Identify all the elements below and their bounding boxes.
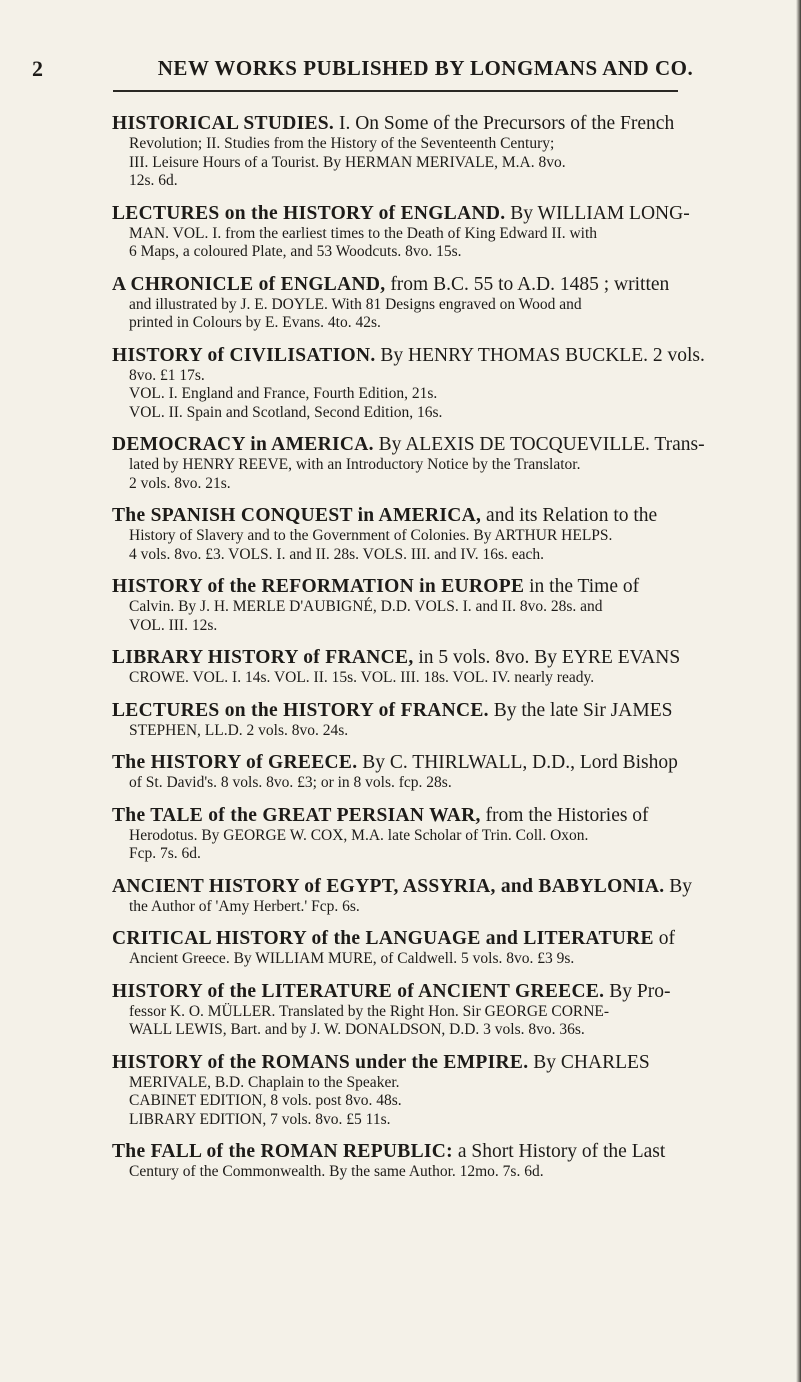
entry-line: LIBRARY EDITION, 7 vols. 8vo. £5 11s. bbox=[129, 1110, 391, 1128]
catalogue-entry bbox=[112, 1140, 777, 1182]
entry-heading: ANCIENT HISTORY of EGYPT, ASSYRIA, and BABYLONIA. bbox=[112, 875, 665, 897]
entry-line: Ancient Greece. By WILLIAM MURE, of Caldwell. 5 vols. 8vo. £3 9s. bbox=[129, 950, 575, 967]
entry-line: Century of the Commonwealth. By the same Author. 12mo. 7s. 6d. bbox=[129, 1163, 544, 1180]
entry-heading: HISTORY of the ROMANS under the EMPIRE. bbox=[112, 1051, 529, 1073]
entry-line: MERIVALE, B.D. Chaplain to the Speaker. bbox=[129, 1073, 400, 1091]
entry-heading-rest: a Short History of the Last bbox=[452, 1141, 666, 1162]
entry-heading: HISTORY of CIVILISATION. bbox=[112, 344, 376, 366]
entry-line: Calvin. By J. H. MERLE D'AUBIGNÉ, D.D. VOLS. I. and II. 8vo. 28s. and bbox=[129, 598, 603, 615]
entry-first-line bbox=[112, 875, 777, 898]
catalogue-entry bbox=[112, 980, 777, 1040]
entry-heading-rest: from the Histories of bbox=[480, 804, 649, 826]
entry-first-line bbox=[112, 804, 777, 827]
entry-heading: LECTURES on the HISTORY of FRANCE. bbox=[112, 699, 489, 721]
entry-line: the Author of 'Amy Herbert.' Fcp. 6s. bbox=[129, 897, 360, 915]
entry-heading-rest: By WILLIAM LONG- bbox=[505, 202, 690, 224]
catalogue-entry bbox=[112, 202, 777, 262]
entry-first-line bbox=[112, 980, 777, 1003]
entry-heading: HISTORY of the LITERATURE of ANCIENT GREECE. bbox=[112, 980, 605, 1002]
catalogue-entry bbox=[112, 646, 777, 688]
entry-heading-rest: and its Relation to the bbox=[481, 505, 658, 526]
entry-heading-rest: of bbox=[653, 928, 675, 949]
entry-first-line bbox=[112, 112, 777, 135]
entry-first-line bbox=[112, 646, 777, 669]
entry-heading: The HISTORY of GREECE. bbox=[112, 752, 358, 773]
entry-first-line bbox=[112, 927, 777, 950]
entry-line: CROWE. VOL. I. 14s. VOL. II. 15s. VOL. III. 18s. VOL. IV. nearly ready. bbox=[129, 669, 595, 686]
running-head: NEW WORKS PUBLISHED BY LONGMANS AND CO. bbox=[157, 56, 694, 80]
catalogue-entry bbox=[112, 344, 777, 423]
entry-line: lated by HENRY REEVE, with an Introductory Notice by the Translator. bbox=[129, 456, 581, 473]
entry-heading: The TALE of the GREAT PERSIAN WAR, bbox=[112, 804, 481, 826]
entry-heading: DEMOCRACY in AMERICA. bbox=[112, 434, 374, 455]
entry-line: History of Slavery and to the Government of Colonies. By ARTHUR HELPS. bbox=[129, 527, 613, 544]
entry-first-line bbox=[112, 504, 777, 527]
entry-heading-rest: By HENRY THOMAS BUCKLE. 2 vols. bbox=[375, 344, 705, 366]
entry-line: 12s. 6d. bbox=[129, 172, 178, 189]
entry-heading-rest: By bbox=[664, 875, 693, 897]
entry-heading-rest: By the late Sir JAMES bbox=[488, 699, 673, 721]
entry-first-line bbox=[112, 699, 777, 722]
entry-line: VOL. III. 12s. bbox=[129, 616, 218, 634]
entry-line: 2 vols. 8vo. 21s. bbox=[129, 474, 231, 492]
entry-heading: The FALL of the ROMAN REPUBLIC: bbox=[112, 1141, 453, 1162]
page-edge-shadow bbox=[796, 0, 801, 1382]
entry-heading: LIBRARY HISTORY of FRANCE, bbox=[112, 647, 414, 668]
entry-line: STEPHEN, LL.D. 2 vols. 8vo. 24s. bbox=[129, 721, 349, 739]
entry-heading-rest: By Pro- bbox=[604, 980, 671, 1002]
catalogue-entry bbox=[112, 433, 777, 493]
catalogue-entry bbox=[112, 804, 777, 864]
entry-first-line bbox=[112, 344, 777, 367]
entry-heading-rest: from B.C. 55 to A.D. 1485 ; written bbox=[385, 273, 670, 295]
entry-line: 6 Maps, a coloured Plate, and 53 Woodcuts. 8vo. 15s. bbox=[129, 243, 462, 260]
page-number: 2 bbox=[32, 56, 43, 81]
entry-heading-rest: I. On Some of the Precursors of the French bbox=[334, 113, 675, 134]
entry-heading: LECTURES on the HISTORY of ENGLAND. bbox=[112, 202, 506, 224]
catalogue-entry bbox=[112, 875, 777, 917]
entry-heading: HISTORICAL STUDIES. bbox=[112, 113, 335, 134]
entry-line: and illustrated by J. E. DOYLE. With 81 Designs engraved on Wood and bbox=[129, 295, 582, 313]
entry-heading-rest: in 5 vols. 8vo. By EYRE EVANS bbox=[413, 647, 681, 668]
catalogue-entry bbox=[112, 112, 777, 191]
catalogue-entry bbox=[112, 699, 777, 741]
entry-line: III. Leisure Hours of a Tourist. By HERMAN MERIVALE, M.A. 8vo. bbox=[129, 153, 566, 171]
catalogue-entry bbox=[112, 504, 777, 564]
entry-first-line bbox=[112, 273, 777, 296]
entry-line: Herodotus. By GEORGE W. COX, M.A. late Scholar of Trin. Coll. Oxon. bbox=[129, 826, 589, 844]
entry-line: printed in Colours by E. Evans. 4to. 42s. bbox=[129, 314, 381, 331]
entry-heading: The SPANISH CONQUEST in AMERICA, bbox=[112, 505, 482, 526]
entry-line: Fcp. 7s. 6d. bbox=[129, 845, 201, 862]
entry-first-line bbox=[112, 751, 777, 774]
entry-line: 8vo. £1 17s. bbox=[129, 366, 205, 384]
catalogue-entries bbox=[112, 112, 777, 1193]
entry-heading-rest: in the Time of bbox=[524, 576, 640, 597]
entry-heading-rest: By ALEXIS DE TOCQUEVILLE. Trans- bbox=[373, 434, 705, 455]
catalogue-entry bbox=[112, 927, 777, 969]
entry-heading-rest: By CHARLES bbox=[528, 1051, 650, 1073]
entry-line: Revolution; II. Studies from the History of the Seventeenth Century; bbox=[129, 135, 555, 152]
entry-line: 4 vols. 8vo. £3. VOLS. I. and II. 28s. VOLS. III. and IV. 16s. each. bbox=[129, 545, 545, 563]
entry-line: VOL. I. England and France, Fourth Edition, 21s. bbox=[129, 385, 438, 402]
page-header bbox=[0, 56, 801, 86]
entry-line: MAN. VOL. I. from the earliest times to the Death of King Edward II. with bbox=[129, 224, 598, 242]
entry-first-line bbox=[112, 575, 777, 598]
entry-heading-rest: By C. THIRLWALL, D.D., Lord Bishop bbox=[357, 752, 678, 773]
catalogue-entry bbox=[112, 575, 777, 635]
entry-first-line bbox=[112, 1140, 777, 1163]
entry-line: VOL. II. Spain and Scotland, Second Edition, 16s. bbox=[129, 403, 443, 421]
catalogue-entry bbox=[112, 1051, 777, 1130]
entry-line: WALL LEWIS, Bart. and by J. W. DONALDSON, D.D. 3 vols. 8vo. 36s. bbox=[129, 1021, 585, 1038]
entry-first-line bbox=[112, 202, 777, 225]
entry-first-line bbox=[112, 1051, 777, 1074]
entry-line: fessor K. O. MÜLLER. Translated by the Right Hon. Sir GEORGE CORNE- bbox=[129, 1002, 610, 1020]
entry-heading: CRITICAL HISTORY of the LANGUAGE and LITERATURE bbox=[112, 928, 654, 949]
entry-heading: A CHRONICLE of ENGLAND, bbox=[112, 273, 386, 295]
entry-line: CABINET EDITION, 8 vols. post 8vo. 48s. bbox=[129, 1092, 402, 1109]
catalogue-entry bbox=[112, 751, 777, 793]
header-rule bbox=[113, 90, 678, 92]
entry-heading: HISTORY of the REFORMATION in EUROPE bbox=[112, 576, 525, 597]
entry-line: of St. David's. 8 vols. 8vo. £3; or in 8 vols. fcp. 28s. bbox=[129, 774, 452, 791]
entry-first-line bbox=[112, 433, 777, 456]
catalogue-entry bbox=[112, 273, 777, 333]
